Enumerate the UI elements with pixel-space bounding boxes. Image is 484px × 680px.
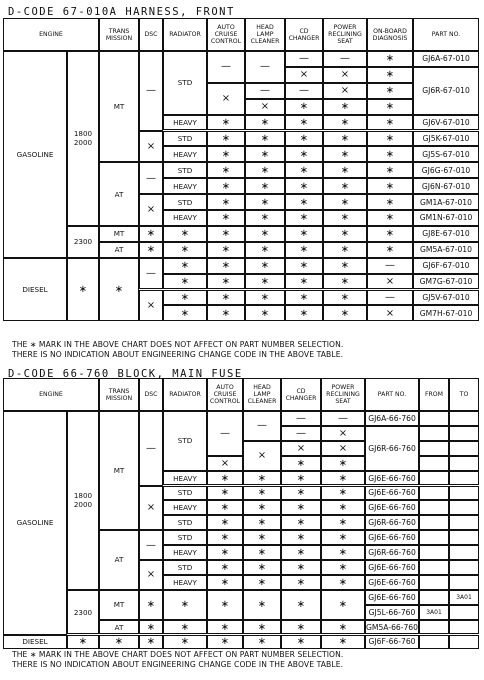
mark: ∗ (285, 226, 323, 242)
to-cell (449, 486, 479, 501)
mark: ∗ (243, 500, 281, 515)
mark: ∗ (207, 131, 245, 147)
mark: ∗ (367, 162, 413, 178)
from-cell (419, 545, 449, 560)
mark: ∗ (245, 131, 285, 147)
mark: ∗ (281, 456, 321, 471)
mark: ∗ (321, 620, 365, 635)
mark: ∗ (245, 290, 285, 306)
mark: ∗ (243, 515, 281, 530)
mark: ∗ (367, 146, 413, 162)
mark: ∗ (367, 210, 413, 226)
mark: ∗ (245, 115, 285, 131)
radiator-heavy: HEAVY (163, 146, 207, 162)
trans-mt: MT (99, 226, 139, 242)
to-cell (449, 605, 479, 620)
mark: ∗ (367, 51, 413, 67)
mark: ∗ (243, 471, 281, 486)
part-number: GJ8E-67-010 (413, 226, 479, 242)
col-dsc: DSC (139, 18, 163, 51)
mark: ∗ (281, 486, 321, 501)
part-number: GJ5L-66-760 (365, 605, 419, 620)
mark: ∗ (285, 274, 323, 290)
mark: ∗ (321, 575, 365, 590)
mark: — (207, 51, 245, 83)
mark: × (323, 83, 367, 99)
mark: — (207, 411, 243, 456)
mark: ∗ (243, 560, 281, 575)
mark: ∗ (285, 305, 323, 321)
mark: ∗ (367, 194, 413, 210)
mark: ∗ (207, 258, 245, 274)
mark: ∗ (285, 258, 323, 274)
mark: ∗ (163, 635, 207, 650)
part-number: GM7H-67-010 (413, 305, 479, 321)
from-cell (419, 500, 449, 515)
mark: ∗ (323, 178, 367, 194)
part-number: GM5A-67-010 (413, 242, 479, 258)
mark: — (321, 411, 365, 426)
mark: ∗ (285, 290, 323, 306)
mark: — (139, 162, 163, 194)
mark: ∗ (285, 162, 323, 178)
to-cell (449, 620, 479, 635)
mark: ∗ (323, 242, 367, 258)
note-line: THERE IS NO INDICATION ABOUT ENGINEERING CHANGE CODE IN THE ABOVE TABLE. (12, 349, 344, 359)
part-number: GM5A-66-760 (365, 620, 419, 635)
mark: — (139, 530, 163, 560)
col-power-reclining-seat: POWER RECLINING SEAT (321, 378, 365, 411)
col-dsc: DSC (139, 378, 163, 411)
mark: ∗ (281, 471, 321, 486)
part-number: GJ6G-67-010 (413, 162, 479, 178)
engine-diesel: DIESEL (3, 258, 67, 322)
mark: ∗ (321, 471, 365, 486)
to-cell (449, 471, 479, 486)
mark: ∗ (163, 258, 207, 274)
part-number: GJ6R-66-760 (365, 426, 419, 471)
mark: ∗ (281, 620, 321, 635)
mark: ∗ (207, 515, 243, 530)
mark: ∗ (323, 258, 367, 274)
mark: ∗ (243, 635, 281, 650)
mark: ∗ (207, 486, 243, 501)
from-cell (419, 426, 449, 441)
mark: — (245, 51, 285, 83)
from-cell: 3A01 (419, 605, 449, 620)
mark: ∗ (67, 258, 99, 322)
trans-mt: MT (99, 51, 139, 162)
mark: ∗ (367, 178, 413, 194)
mark: ∗ (207, 545, 243, 560)
mark: × (139, 486, 163, 531)
mark: ∗ (321, 486, 365, 501)
mark: ∗ (367, 115, 413, 131)
mark: ∗ (207, 115, 245, 131)
mark: — (323, 51, 367, 67)
radiator-std: STD (163, 515, 207, 530)
mark: ∗ (321, 545, 365, 560)
mark: ∗ (245, 305, 285, 321)
radiator-std: STD (163, 51, 207, 115)
col-head-lamp-cleaner: HEAD LAMP CLEANER (243, 378, 281, 411)
mark: ∗ (139, 590, 163, 620)
mark: ∗ (323, 99, 367, 115)
col-cd-changer: CD CHANGER (285, 18, 323, 51)
col-radiator: RADIATOR (163, 18, 207, 51)
engine-gasoline: GASOLINE (3, 51, 67, 258)
mark: — (285, 83, 323, 99)
part-number: GJ6E-66-760 (365, 560, 419, 575)
displacement-1800-2000: 1800 2000 (67, 411, 99, 590)
mark: ∗ (139, 242, 163, 258)
mark: ∗ (323, 162, 367, 178)
mark: ∗ (281, 500, 321, 515)
mark: ∗ (245, 210, 285, 226)
col-head-lamp-cleaner: HEAD LAMP CLEANER (245, 18, 285, 51)
note-line: THE ∗ MARK IN THE ABOVE CHART DOES NOT AFFECT ON PART NUMBER SELECTION. (12, 650, 344, 659)
to-cell (449, 426, 479, 441)
mark: ∗ (245, 194, 285, 210)
mark: ∗ (245, 178, 285, 194)
col-cd-changer: CD CHANGER (281, 378, 321, 411)
mark: ∗ (281, 590, 321, 620)
part-number: GJ6E-66-760 (365, 500, 419, 515)
part-number: GJ6F-67-010 (413, 258, 479, 274)
mark: ∗ (243, 575, 281, 590)
mark: × (139, 131, 163, 163)
mark: ∗ (207, 162, 245, 178)
mark: × (321, 441, 365, 456)
from-cell (419, 411, 449, 426)
to-cell (449, 635, 479, 650)
mark: ∗ (207, 590, 243, 620)
mark: ∗ (243, 590, 281, 620)
mark: — (139, 258, 163, 290)
mark: ∗ (139, 226, 163, 242)
part-number: GJ6E-66-760 (365, 486, 419, 501)
mark: ∗ (367, 242, 413, 258)
col-engine: ENGINE (3, 378, 99, 411)
part-number: GJ6V-67-010 (413, 115, 479, 131)
mark: ∗ (163, 620, 207, 635)
mark: ∗ (281, 635, 321, 650)
engine-gasoline: GASOLINE (3, 411, 67, 635)
trans-at: AT (99, 530, 139, 590)
mark: — (281, 411, 321, 426)
mark: — (367, 258, 413, 274)
mark: ∗ (207, 178, 245, 194)
mark: ∗ (163, 590, 207, 620)
mark: × (207, 456, 243, 471)
mark: ∗ (207, 500, 243, 515)
mark: × (323, 67, 367, 83)
mark: ∗ (323, 274, 367, 290)
mark: ∗ (245, 274, 285, 290)
mark: — (139, 411, 163, 486)
part-number: GJ6R-66-760 (365, 545, 419, 560)
to-cell (449, 530, 479, 545)
mark: ∗ (285, 194, 323, 210)
radiator-std: STD (163, 194, 207, 210)
part-number: GM7G-67-010 (413, 274, 479, 290)
radiator-heavy: HEAVY (163, 178, 207, 194)
mark: ∗ (207, 194, 245, 210)
mark: × (321, 426, 365, 441)
mark: ∗ (243, 620, 281, 635)
from-cell (419, 486, 449, 501)
mark: ∗ (163, 290, 207, 306)
from-cell (419, 590, 449, 605)
engine-diesel: DIESEL (3, 635, 67, 650)
displacement-2300: 2300 (67, 590, 99, 635)
mark: ∗ (243, 545, 281, 560)
part-number: GJ5V-67-010 (413, 290, 479, 306)
mark: × (245, 99, 285, 115)
mark: ∗ (285, 178, 323, 194)
mark: ∗ (367, 226, 413, 242)
radiator-heavy: HEAVY (163, 210, 207, 226)
mark: ∗ (285, 131, 323, 147)
note-table-2 (12, 650, 343, 669)
part-number: GM1N-67-010 (413, 210, 479, 226)
col-auto-cruise: AUTO CRUISE CONTROL (207, 378, 243, 411)
radiator-std: STD (163, 131, 207, 147)
mark: ∗ (367, 131, 413, 147)
mark: ∗ (323, 115, 367, 131)
mark: ∗ (139, 635, 163, 650)
mark: ∗ (139, 620, 163, 635)
radiator-heavy: HEAVY (163, 115, 207, 131)
part-number: GJ6R-66-760 (365, 515, 419, 530)
mark: ∗ (207, 210, 245, 226)
mark: — (139, 51, 163, 131)
mark: ∗ (207, 146, 245, 162)
displacement-2300: 2300 (67, 226, 99, 258)
mark: — (281, 426, 321, 441)
mark: ∗ (281, 515, 321, 530)
mark: — (285, 51, 323, 67)
mark: ∗ (243, 530, 281, 545)
col-engine: ENGINE (3, 18, 99, 51)
mark: ∗ (367, 83, 413, 99)
mark: ∗ (245, 242, 285, 258)
mark: ∗ (281, 575, 321, 590)
mark: × (281, 441, 321, 456)
col-part-no: PART NO. (413, 18, 479, 51)
mark: ∗ (285, 99, 323, 115)
col-from: FROM (419, 378, 449, 411)
radiator-heavy: HEAVY (163, 471, 207, 486)
mark: ∗ (321, 590, 365, 620)
mark: ∗ (163, 305, 207, 321)
col-radiator: RADIATOR (163, 378, 207, 411)
from-cell (419, 456, 449, 471)
mark: ∗ (207, 274, 245, 290)
mark: ∗ (285, 242, 323, 258)
mark: ∗ (323, 305, 367, 321)
mark: ∗ (207, 471, 243, 486)
to-cell (449, 500, 479, 515)
mark: ∗ (323, 290, 367, 306)
to-cell (449, 515, 479, 530)
from-cell (419, 560, 449, 575)
radiator-heavy: HEAVY (163, 500, 207, 515)
from-cell (419, 575, 449, 590)
mark: ∗ (323, 131, 367, 147)
to-cell (449, 411, 479, 426)
part-number: GJ6E-66-760 (365, 575, 419, 590)
radiator-std: STD (163, 486, 207, 501)
radiator-std: STD (163, 530, 207, 545)
part-number: GJ6E-66-760 (365, 471, 419, 486)
displacement-1800-2000: 1800 2000 (67, 51, 99, 226)
part-number: GJ6F-66-760 (365, 635, 419, 650)
mark: ∗ (245, 146, 285, 162)
from-cell (419, 471, 449, 486)
mark: ∗ (207, 635, 243, 650)
to-cell (449, 441, 479, 456)
col-power-reclining-seat: POWER RECLINING SEAT (323, 18, 367, 51)
mark: ∗ (367, 67, 413, 83)
radiator-heavy: HEAVY (163, 575, 207, 590)
mark: × (207, 83, 245, 115)
mark: × (367, 305, 413, 321)
note-table-1 (12, 340, 343, 359)
mark: ∗ (323, 194, 367, 210)
trans-at: AT (99, 620, 139, 635)
mark: ∗ (245, 258, 285, 274)
from-cell (419, 635, 449, 650)
mark: × (139, 290, 163, 322)
mark: ∗ (207, 290, 245, 306)
to-cell (449, 545, 479, 560)
mark: ∗ (321, 456, 365, 471)
note-line: THERE IS NO INDICATION ABOUT ENGINEERING CHANGE CODE IN THE ABOVE TABLE. (12, 659, 344, 669)
col-transmission: TRANS MISSION (99, 18, 139, 51)
mark: ∗ (207, 226, 245, 242)
col-part-no: PART NO. (365, 378, 419, 411)
mark: ∗ (163, 226, 207, 242)
mark: ∗ (99, 258, 139, 322)
col-to: TO (449, 378, 479, 411)
mark: ∗ (99, 635, 139, 650)
mark: ∗ (245, 162, 285, 178)
mark: ∗ (163, 274, 207, 290)
mark: ∗ (207, 530, 243, 545)
mark: ∗ (281, 530, 321, 545)
mark: ∗ (285, 146, 323, 162)
trans-mt: MT (99, 590, 139, 620)
mark: ∗ (285, 115, 323, 131)
mark: ∗ (67, 635, 99, 650)
mark: × (243, 441, 281, 471)
mark: × (139, 560, 163, 590)
mark: ∗ (323, 210, 367, 226)
mark: ∗ (367, 99, 413, 115)
mark: ∗ (321, 515, 365, 530)
to-cell (449, 560, 479, 575)
mark: ∗ (207, 242, 245, 258)
mark: ∗ (207, 575, 243, 590)
mark: ∗ (285, 210, 323, 226)
to-cell (449, 575, 479, 590)
mark: ∗ (281, 545, 321, 560)
mark: ∗ (163, 242, 207, 258)
col-onboard-diagnosis: ON-BOARD DIAGNOSIS (367, 18, 413, 51)
part-number: GJ6R-67-010 (413, 67, 479, 115)
mark: ∗ (207, 560, 243, 575)
radiator-std: STD (163, 560, 207, 575)
mark: ∗ (207, 620, 243, 635)
mark: — (243, 411, 281, 441)
mark: ∗ (323, 146, 367, 162)
trans-mt: MT (99, 411, 139, 530)
part-number: GM1A-67-010 (413, 194, 479, 210)
part-number: GJ5S-67-010 (413, 146, 479, 162)
from-cell (419, 441, 449, 456)
to-cell: 3A01 (449, 590, 479, 605)
section-title-main-fuse: D-CODE 66-760 BLOCK, MAIN FUSE (8, 368, 243, 380)
mark: — (367, 290, 413, 306)
mark: ∗ (321, 560, 365, 575)
mark: ∗ (321, 530, 365, 545)
mark: ∗ (243, 486, 281, 501)
mark: ∗ (323, 226, 367, 242)
section-title-harness-front: D-CODE 67-010A HARNESS, FRONT (8, 6, 235, 18)
from-cell (419, 530, 449, 545)
mark: ∗ (321, 500, 365, 515)
radiator-std: STD (163, 162, 207, 178)
trans-at: AT (99, 242, 139, 258)
radiator-std: STD (163, 411, 207, 471)
mark: ∗ (321, 635, 365, 650)
part-number: GJ6N-67-010 (413, 178, 479, 194)
col-transmission: TRANS MISSION (99, 378, 139, 411)
mark: ∗ (207, 305, 245, 321)
mark: × (367, 274, 413, 290)
from-cell (419, 620, 449, 635)
mark: ∗ (281, 560, 321, 575)
part-number: GJ6A-67-010 (413, 51, 479, 67)
mark: — (245, 83, 285, 99)
from-cell (419, 515, 449, 530)
part-number: GJ6A-66-760 (365, 411, 419, 426)
mark: × (139, 194, 163, 226)
col-auto-cruise: AUTO CRUISE CONTROL (207, 18, 245, 51)
mark: × (285, 67, 323, 83)
note-line: THE ∗ MARK IN THE ABOVE CHART DOES NOT AFFECT ON PART NUMBER SELECTION. (12, 340, 344, 349)
part-number: GJ6E-66-760 (365, 530, 419, 545)
part-number: GJ6E-66-760 (365, 590, 419, 605)
mark: ∗ (245, 226, 285, 242)
to-cell (449, 456, 479, 471)
radiator-heavy: HEAVY (163, 545, 207, 560)
trans-at: AT (99, 162, 139, 226)
part-number: GJ5K-67-010 (413, 131, 479, 147)
